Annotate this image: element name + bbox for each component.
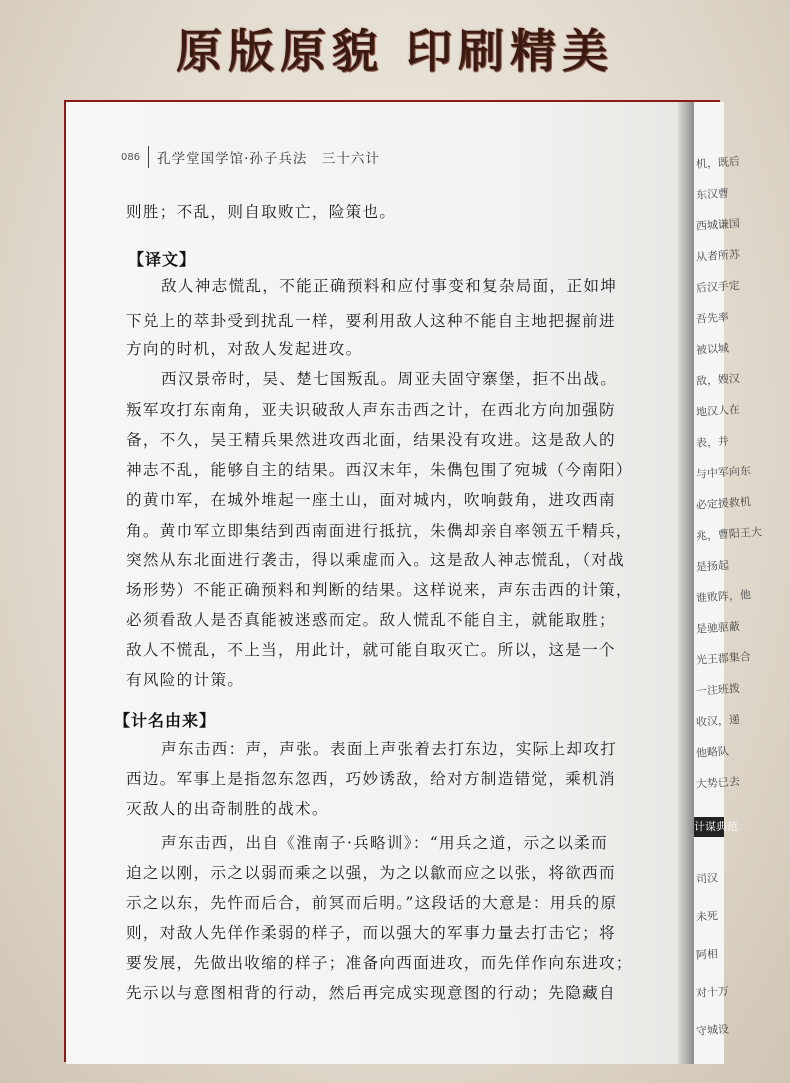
edge-text-line: 一注班拨 xyxy=(695,681,741,698)
edge-text-line: 大势已去 xyxy=(695,774,741,791)
edge-text-line: 与中军向东 xyxy=(695,464,752,481)
running-head-title: 孔学堂国学馆·孙子兵法 三十六计 xyxy=(157,151,380,167)
text-line: 声东击西，出自《淮南子·兵略训》：“用兵之道，示之以柔而 xyxy=(161,834,608,852)
edge-text-line: 后汉手定 xyxy=(695,278,741,295)
banner xyxy=(0,0,790,95)
text-line: 必须看敌人是否真能被迷惑而定。敌人慌乱不能自主，就能取胜； xyxy=(126,611,616,629)
edge-text-line: 谁败阵，他 xyxy=(695,588,752,605)
edge-text-line: 东汉曹 xyxy=(695,186,730,202)
edge-text-line: 机，既后 xyxy=(695,154,741,171)
text-line: 先示以与意图相背的行动，然后再完成实现意图的行动；先隐藏自 xyxy=(126,984,616,1002)
text-line: 备，不久，吴王精兵果然进攻西北面，结果没有攻进。这是敌人的 xyxy=(126,431,616,449)
text-line: 突然从东北面进行袭击，得以乘虚而入。这是敌人神志慌乱，（对战 xyxy=(126,551,626,569)
edge-text-line: 司汉 xyxy=(695,871,719,886)
text-line: 要发展，先做出收缩的样子；准备向西面进攻，而先佯作向东进攻； xyxy=(126,954,633,972)
edge-heading-box: 计谋典范 xyxy=(694,817,724,837)
edge-text-line: 表，并 xyxy=(695,434,730,450)
text-line: 声东击西：声，声张。表面上声张着去打东边，实际上却攻打 xyxy=(161,740,618,758)
text-line: 场形势）不能正确预料和判断的结果。这样说来，声东击西的计策， xyxy=(126,581,633,599)
text-line: 示之以东，先忤而后合，前冥而后明。”这段话的大意是：用兵的原 xyxy=(126,894,618,912)
running-head xyxy=(121,146,380,168)
edge-text-line: 被以城 xyxy=(695,341,730,357)
book-page-right-edge xyxy=(694,102,763,1064)
edge-text-line: 吾先率 xyxy=(695,310,730,326)
header-divider xyxy=(148,146,149,168)
edge-text-line: 收汉，递 xyxy=(695,712,741,729)
edge-text-line: 对十万 xyxy=(695,984,730,1000)
text-line: 敌人不慌乱，不上当，用此计，就可能自取灭亡。所以，这是一个 xyxy=(126,641,616,659)
edge-text-line: 从者所苏 xyxy=(695,247,741,264)
text-line: 迫之以刚，示之以弱而乘之以强，为之以歙而应之以张，将欲西而 xyxy=(126,864,616,882)
edge-text-line: 守城设 xyxy=(695,1022,730,1038)
page-number: 086 xyxy=(121,151,141,163)
text-line: 西边。军事上是指忽东忽西，巧妙诱敌，给对方制造错觉，乘机消 xyxy=(126,770,616,788)
edge-text-line: 兆，曹阳王大 xyxy=(695,525,763,543)
edge-text-line: 未死 xyxy=(695,909,719,924)
text-line: 敌人神志慌乱，不能正确预料和应付事变和复杂局面，正如坤 xyxy=(161,277,618,295)
edge-text-line: 光王郡集合 xyxy=(695,650,752,667)
text-line: 下兑上的萃卦受到扰乱一样，要利用敌人这种不能自主地把握前进 xyxy=(126,312,616,330)
text-line: 的黄巾军，在城外堆起一座土山，面对城内，吹响鼓角，进攻西南 xyxy=(126,491,616,509)
edge-text-line: 地汉人在 xyxy=(695,402,741,419)
edge-text-line: 必定援救机 xyxy=(695,495,752,512)
book-photo-frame xyxy=(64,100,763,1062)
text-line: 有风险的计策。 xyxy=(126,671,245,689)
text-line: 则胜；不乱，则自取败亡，险策也。 xyxy=(126,203,397,221)
edge-text-line: 是驰驱蔽 xyxy=(695,619,741,636)
edge-text-line: 阿相 xyxy=(695,947,719,962)
text-line: 角。黄巾军立即集结到西南面进行抵抗，朱儁却亲自率领五千精兵， xyxy=(126,522,633,540)
text-line: 方向的时机，对敌人发起进攻。 xyxy=(126,340,363,358)
edge-text-line: 他略队 xyxy=(695,744,730,760)
edge-text-line: 西城谦国 xyxy=(695,216,741,233)
edge-text-line: 是扬起 xyxy=(695,558,730,574)
text-line: 则，对敌人先佯作柔弱的样子，而以强大的军事力量去打击它；将 xyxy=(126,924,616,942)
banner-title: 原版原貌 印刷精美 xyxy=(175,23,614,78)
text-line: 神志不乱，能够自主的结果。西汉末年，朱儁包围了宛城（今南阳） xyxy=(126,461,633,479)
edge-text-line: 敌，嫂汉 xyxy=(695,371,741,388)
section-heading-translation: 【译文】 xyxy=(128,250,197,269)
text-line: 叛军攻打东南角，亚夫识破敌人声东击西之计，在西北方向加强防 xyxy=(126,401,616,419)
text-line: 西汉景帝时，吴、楚七国叛乱。周亚夫固守寨堡，拒不出战。 xyxy=(161,370,618,388)
section-heading-origin: 【计名由来】 xyxy=(114,711,217,730)
text-line: 灭敌人的出奇制胜的战术。 xyxy=(126,800,329,818)
book-page-left xyxy=(66,102,694,1064)
